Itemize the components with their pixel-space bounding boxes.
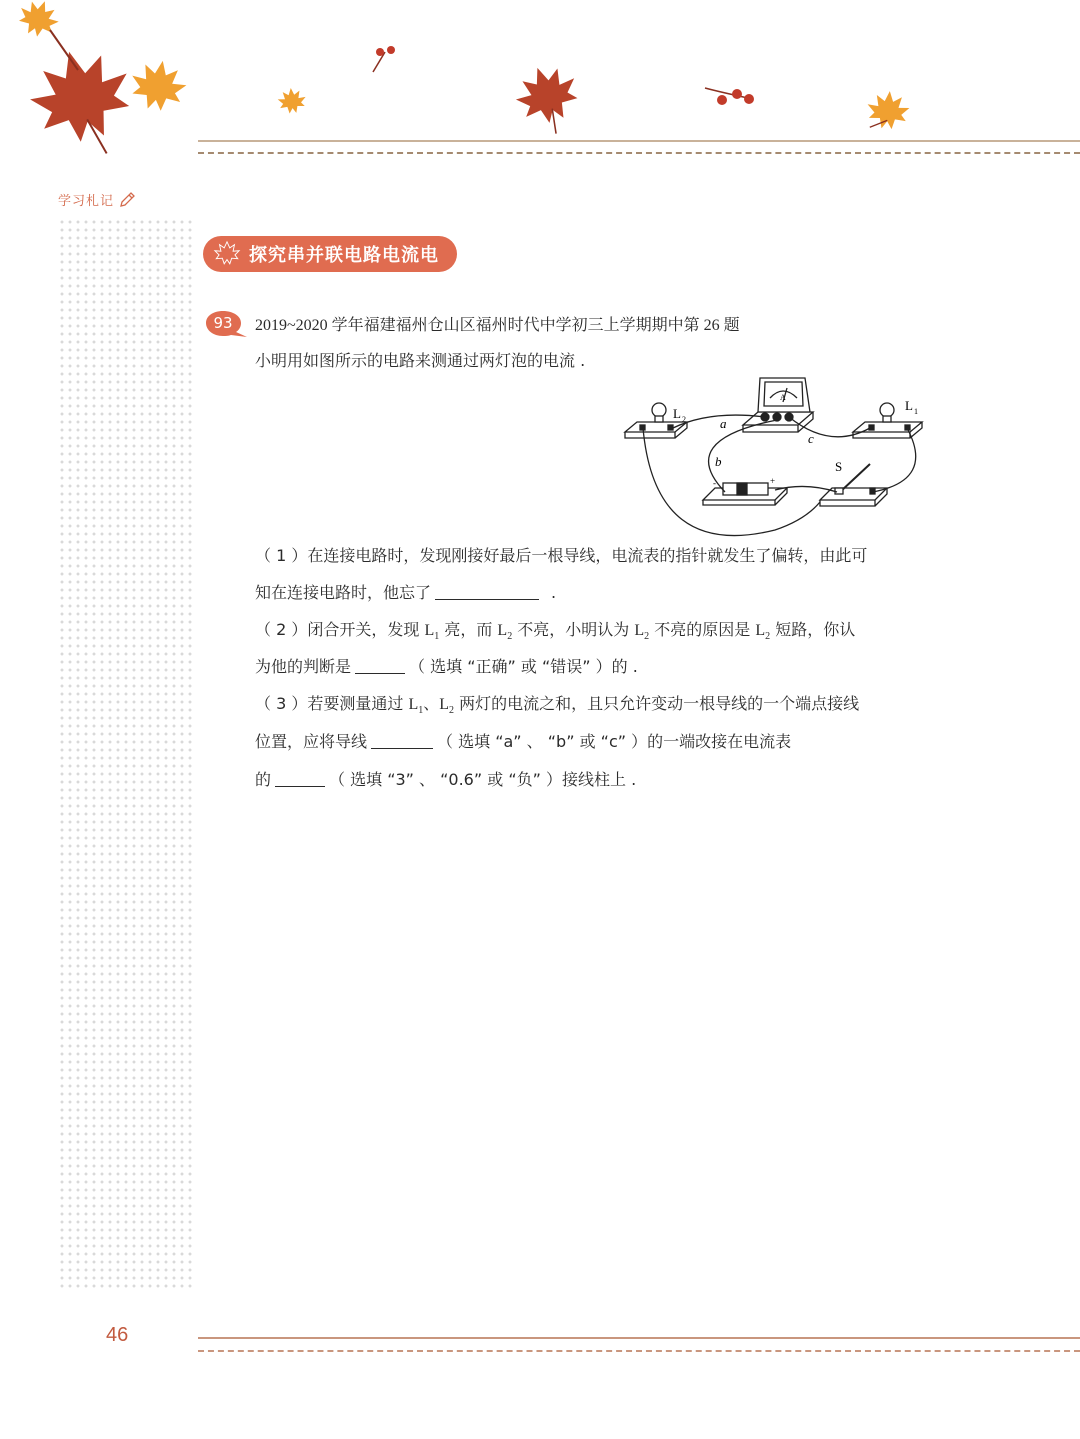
part3-sep: 、: [423, 694, 440, 713]
part3-line1: [255, 693, 925, 722]
study-notes-label: [58, 190, 136, 209]
leaf-icon: [209, 236, 245, 272]
part2-text-e: 短路，你认: [770, 620, 856, 639]
label-L2: L: [673, 406, 681, 421]
label-switch-S: S: [835, 459, 843, 474]
part2-L1-sub: 1: [434, 631, 440, 643]
answer-blank-2[interactable]: [355, 657, 405, 674]
part2-L2b-sub: 2: [644, 631, 650, 643]
maple-leaf-icon: [127, 56, 190, 114]
maple-leaf-icon: [14, 0, 64, 42]
answer-blank-4[interactable]: [275, 770, 325, 787]
part2-L2c-sub: 2: [765, 631, 771, 643]
notes-dot-grid: [58, 218, 196, 1288]
part2-L2b: L: [634, 622, 645, 639]
question-number-badge: [205, 310, 245, 336]
part1-line2-text: 知在连接电路时，他忘了: [255, 583, 432, 602]
footer-divider-dashed: [198, 1350, 1080, 1352]
study-notes-text: 学习札记: [58, 194, 115, 209]
part3-line3: [255, 769, 925, 791]
answer-blank-1[interactable]: [435, 583, 539, 600]
maple-leaf-icon: [508, 57, 590, 142]
part3-L2-sub: 2: [449, 705, 455, 717]
section-title: 探究串并联电路电流电: [249, 245, 439, 266]
question-number: 93: [213, 314, 233, 332]
maple-leaf-icon: [21, 39, 146, 169]
section-title-pill: [203, 236, 457, 272]
part3-line2-end: （ 选填 “a” 、 “b” 或 “c” ）的一端改接在电流表: [437, 732, 792, 751]
circuit-diagram: [615, 370, 935, 540]
part2-text-b: 亮，而: [439, 620, 498, 639]
part3-text-a: （ 3 ）若要测量通过: [255, 694, 409, 713]
berries-icon: [705, 88, 754, 105]
part2-text-a: （ 2 ）闭合开关，发现: [255, 620, 425, 639]
label-L1-sub: 1: [914, 407, 918, 416]
part2-text-c: 不亮，小明认为: [512, 620, 635, 639]
label-plus: +: [770, 476, 776, 486]
label-L2-sub: 2: [682, 415, 686, 424]
part2-line2-end: （ 选填 “正确” 或 “错误” ）的 .: [409, 657, 638, 676]
part3-L1: L: [408, 696, 419, 713]
label-wire-a: a: [720, 416, 727, 431]
part2-L2: L: [497, 622, 508, 639]
part3-L2: L: [439, 696, 450, 713]
part2-L2c: L: [755, 622, 766, 639]
header-divider: [198, 140, 1080, 142]
question-intro: 小明用如图所示的电路来测通过两灯泡的电流 .: [255, 351, 586, 370]
part1-line1: （ 1 ）在连接电路时，发现刚接好最后一根导线，电流表的指针就发生了偏转，由此可: [255, 546, 868, 565]
maple-leaf-icon: [277, 87, 307, 115]
label-ammeter-A: A: [780, 393, 786, 402]
label-wire-c: c: [808, 431, 814, 446]
answer-blank-3[interactable]: [371, 732, 433, 749]
maple-leaf-icon: [866, 89, 911, 130]
label-wire-b: b: [715, 454, 722, 469]
part2-text-d: 不亮的原因是: [649, 620, 756, 639]
label-L1: L: [905, 398, 913, 413]
question-source: 2019~2020 学年福建福州仓山区福州时代中学初三上学期期中第 26 题: [255, 317, 740, 334]
part2-line2: [255, 656, 925, 678]
part1-line2: [255, 582, 925, 604]
part3-L1-sub: 1: [418, 705, 424, 717]
part2-L1: L: [424, 622, 435, 639]
page-number: 46: [106, 1324, 129, 1346]
footer-divider: [198, 1337, 1080, 1339]
part3-line3-end: （ 选填 “3” 、 “0.6” 或 “负” ）接线柱上 .: [329, 770, 637, 789]
part3-text-b: 两灯的电流之和，且只允许变动一根导线的一个端点接线: [454, 694, 860, 713]
header-divider-dashed: [198, 152, 1080, 154]
part2-line1: [255, 619, 925, 648]
label-minus: -: [713, 478, 716, 488]
part2-line2-text: 为他的判断是: [255, 657, 352, 676]
part2-L2-sub: 2: [507, 631, 513, 643]
part3-line2-text: 位置，应将导线: [255, 732, 368, 751]
part1-line2-end: .: [551, 583, 557, 602]
part3-line2: [255, 731, 925, 753]
berries-icon: [373, 46, 395, 72]
autumn-leaves-decoration: [0, 0, 1080, 170]
part3-line3-text: 的: [255, 770, 272, 789]
pencil-icon: [118, 191, 136, 209]
